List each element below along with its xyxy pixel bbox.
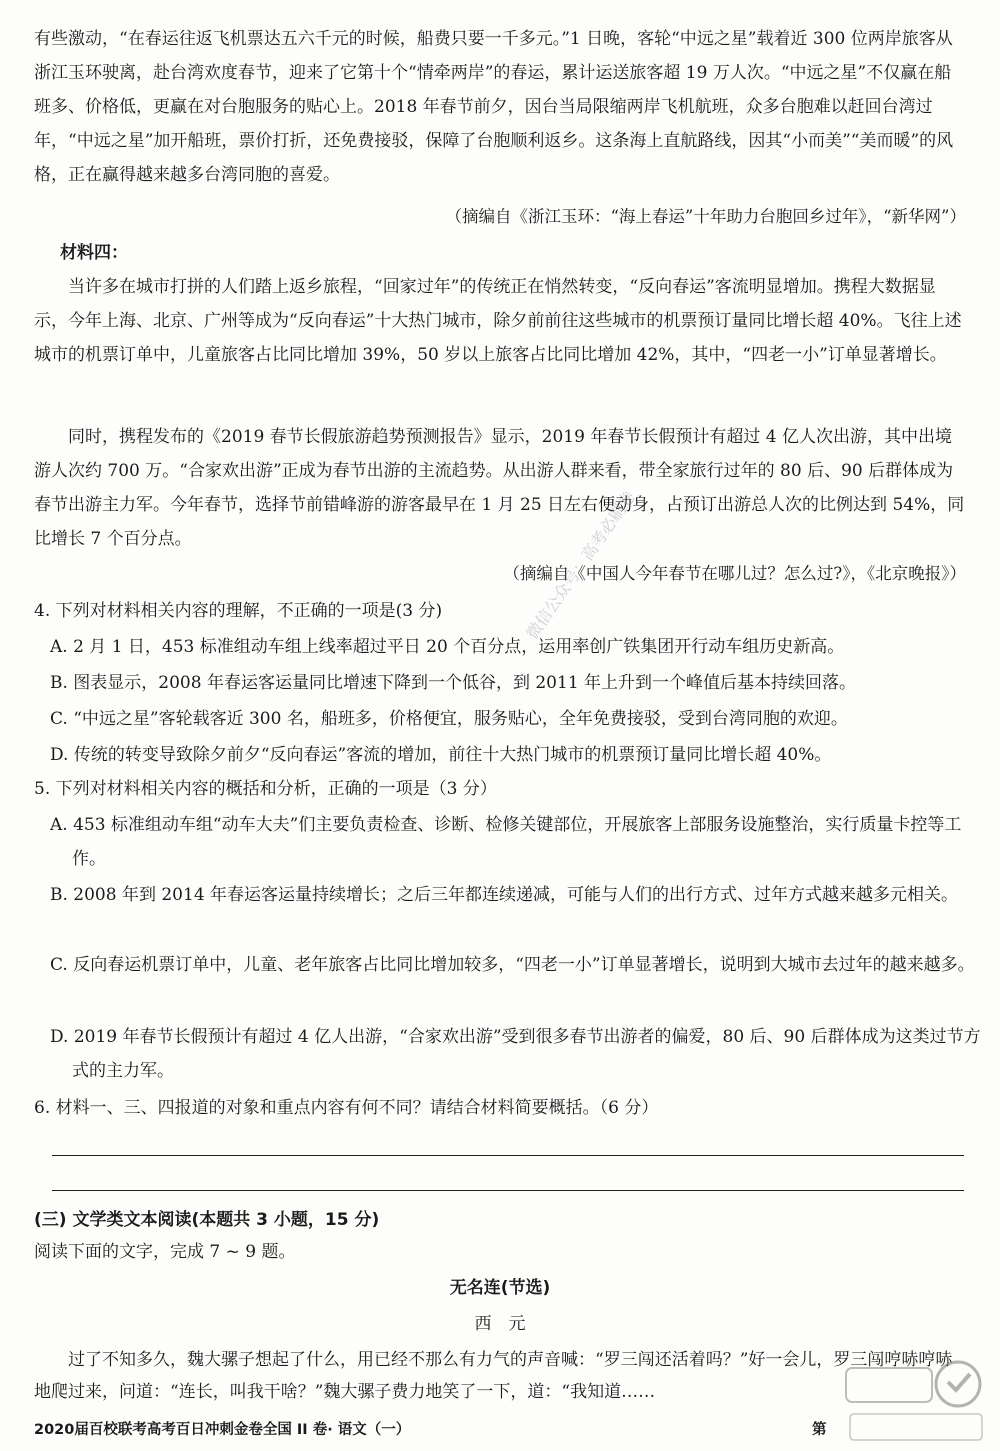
question-5-option-c: C. 反向春运机票订单中，儿童、老年旅客占比同比增加较多，“四老一小”订单显著增长，说明到大城市去过年的越来越多。	[50, 955, 975, 975]
material4-source: （摘编自《中国人今年春节在哪儿过？怎么过?》，《北京晚报》）	[503, 564, 966, 583]
answer-line-2[interactable]	[52, 1190, 964, 1191]
footer-page-number: 第	[812, 1422, 827, 1438]
question-5-option-b: B. 2008 年到 2014 年春运客运量持续增长；之后三年都连续递减，可能与人们的出行方式、过年方式越来越多元相关。	[50, 885, 959, 905]
question-5-option-d: D. 2019 年春节长假预计有超过 4 亿人出游，“合家欢出游”受到很多春节出游者的偏爱，80 后、90 后群体成为这类过节方式的主力军。	[50, 1027, 981, 1081]
material4-paragraph-2: 同时，携程发布的《2019 春节长假旅游趋势预测报告》显示，2019 年春节长假预计有超过 4 亿人次出游，其中出境游人次约 700 万。“合家欢出游”正成为春节出游的主流趋势。从出游人群来看，带全家旅行过年的 80 后、90 后群体成为春节出游主力军。今年春节，选择节前错峰游的游客最早在 1 月 25 日左右便动身，占预订出游总人次的比例达到 54%，同比增长 7 个百分点。	[34, 427, 965, 549]
section-3-heading: (三) 文学类文本阅读(本题共 3 小题，15 分)	[34, 1210, 380, 1230]
question-5-stem: 5. 下列对材料相关内容的概括和分析，正确的一项是（3 分）	[34, 779, 497, 799]
question-4-stem: 4. 下列对材料相关内容的理解，不正确的一项是(3 分)	[34, 601, 443, 621]
material4-paragraph-1: 当许多在城市打拼的人们踏上返乡旅程，“回家过年”的传统正在悄然转变，“反向春运”客流明显增加。携程大数据显示，今年上海、北京、广州等成为“反向春运”十大热门城市，除夕前前往这些城市的机票预订量同比增长超 40%。飞往上述城市的机票订单中，儿童旅客占比同比增加 39%，50 岁以上旅客占比同比增加 42%，其中，“四老一小”订单显著增长。	[34, 277, 962, 365]
question-5-option-a: A. 453 标准组动车组“动车大夫”们主要负责检查、诊断、检修关键部位，开展旅客上部服务设施整治，实行质量卡控等工作。	[50, 815, 962, 869]
material3-source: （摘编自《浙江玉环：“海上春运”十年助力台胞回乡过年》，“新华网”）	[445, 207, 966, 226]
answer-line-1[interactable]	[52, 1155, 964, 1156]
question-4-option-b: B. 图表显示，2008 年春运客运量同比增速下降到一个低谷，到 2011 年上升到一个峰值后基本持续回落。	[50, 673, 857, 693]
story-title: 无名连(节选)	[449, 1278, 551, 1298]
material3-tail-paragraph: 有些激动，“在春运往返飞机票达五六千元的时候，船费只要一千多元。”1 日晚，客轮“中远之星”载着近 300 位两岸旅客从浙江玉环驶离，赴台湾欢度春节，迎来了它第十个“情牵两岸”的春运，累计运送旅客超 19 万人次。“中远之星”不仅赢在船班多、价格低，更赢在对台胞服务的贴心上。2018 年春节前夕，因台当局限缩两岸飞机航班，众多台胞难以赶回台湾过年，“中远之星”加开船班，票价打折，还免费接驳，保障了台胞顺利返乡。这条海上直航路线，因其“小而美”“美而暖”的风格，正在赢得越来越多台湾同胞的喜爱。	[34, 29, 954, 185]
question-6-stem: 6. 材料一、三、四报道的对象和重点内容有何不同？请结合材料简要概括。（6 分）	[34, 1098, 659, 1118]
material4-heading: 材料四：	[60, 243, 128, 263]
question-4-option-d: D. 传统的转变导致除夕前夕“反向春运”客流的增加，前往十大热门城市的机票预订量同比增长超 40%。	[50, 745, 832, 765]
section-3-instruction: 阅读下面的文字，完成 7 ~ 9 题。	[34, 1242, 296, 1262]
story-author: 西 元	[474, 1314, 526, 1334]
watermark-text: 微信公众号：高考必刷卷	[522, 487, 639, 643]
story-paragraph-1: 过了不知多久，魏大骡子想起了什么，用已经不那么有力气的声音喊：“罗三闯还活着吗？”好一会儿，罗三闯哼哧哼哧地爬过来，问道：“连长，叫我干啥？”魏大骡子费力地笑了一下，道：“我知道……	[34, 1350, 953, 1402]
question-4-option-c: C. “中远之星”客轮载客近 300 名，船班多，价格便宜，服务贴心，全年免费接驳，受到台湾同胞的欢迎。	[50, 709, 848, 729]
footer-exam-name: 2020届百校联考高考百日冲刺金卷全国 II 卷· 语文（一）	[34, 1422, 411, 1438]
site-logo-icon	[840, 1352, 990, 1448]
question-4-option-a: A. 2 月 1 日，453 标准组动车组上线率超过平日 20 个百分点，运用率创广铁集团开行动车组历史新高。	[50, 637, 845, 657]
